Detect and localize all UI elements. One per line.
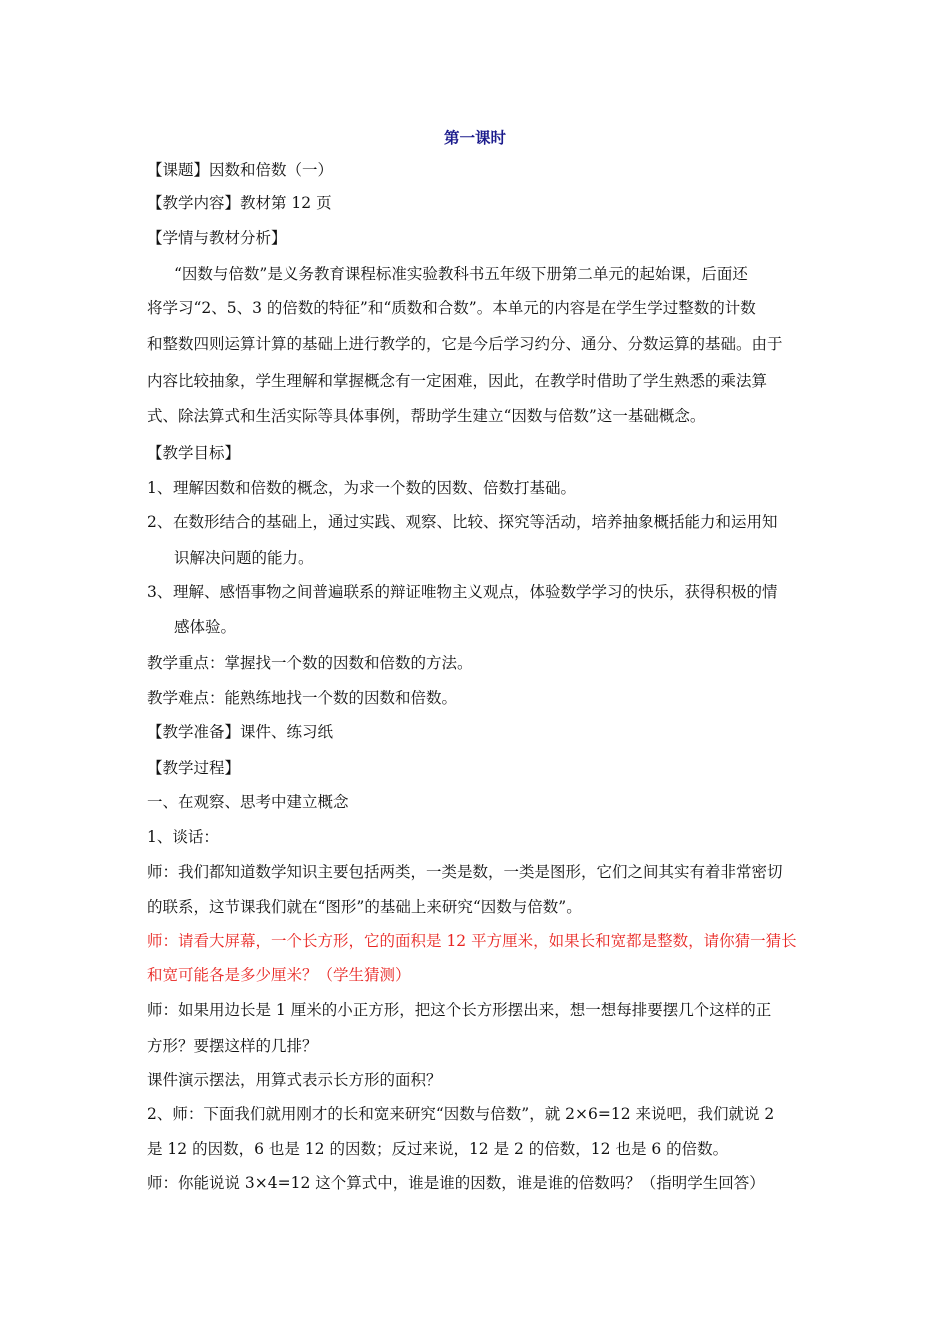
dialogue-line: 师：如果用边长是 1 厘米的小正方形，把这个长方形摆出来，想一想每排要摆几个这样的正 xyxy=(147,1001,772,1019)
section-heading: 一、在观察、思考中建立概念 xyxy=(147,793,349,811)
highlighted-text: 请看大屏幕，一个长方形，它的面积是 12 平方厘米，如果长和宽都是整数，请你猜一猜长 xyxy=(178,932,797,950)
step-heading: 1、谈话： xyxy=(147,828,219,846)
dialogue-line: 2、师：下面我们就用刚才的长和宽来研究“因数与倍数”，就 2×6=12 来说吧，我们就说 2 xyxy=(147,1105,775,1123)
goal-text: 理解、感悟事物之间普遍联系的辩证唯物主义观点，体验数学学习的快乐，获得积极的情 xyxy=(173,583,778,601)
preparation: 【教学准备】课件、练习纸 xyxy=(147,723,334,741)
lesson-topic: 【课题】因数和倍数（一） xyxy=(147,161,334,179)
dialogue-line: 师：你能说说 3×4=12 这个算式中，谁是谁的因数，谁是谁的倍数吗？（指明学生回答） xyxy=(147,1174,765,1192)
goal-text: 理解因数和倍数的概念，为求一个数的因数、倍数打基础。 xyxy=(173,479,577,497)
analysis-paragraph-line: 内容比较抽象，学生理解和掌握概念有一定困难，因此，在教学时借助了学生熟悉的乘法算 xyxy=(147,372,768,390)
analysis-paragraph-line: 和整数四则运算计算的基础上进行教学的，它是今后学习约分、通分、分数运算的基础。由于 xyxy=(147,335,783,353)
difficulty-point: 教学难点：能熟练地找一个数的因数和倍数。 xyxy=(147,689,458,707)
goal-text-continued: 识解决问题的能力。 xyxy=(174,549,314,567)
dialogue-line: 的联系，这节课我们就在“图形”的基础上来研究“因数与倍数”。 xyxy=(147,898,582,916)
goal-text-continued: 感体验。 xyxy=(174,618,237,636)
teaching-content: 【教学内容】教材第 12 页 xyxy=(147,194,332,212)
speaker-prefix: 师： xyxy=(147,932,179,950)
goal-text: 在数形结合的基础上，通过实践、观察、比较、探究等活动，培养抽象概括能力和运用知 xyxy=(173,513,778,531)
goal-item xyxy=(147,512,827,532)
goal-number: 2、 xyxy=(147,513,173,531)
goals-heading: 【教学目标】 xyxy=(147,444,241,462)
dialogue-line: 课件演示摆法，用算式表示长方形的面积？ xyxy=(147,1071,442,1089)
analysis-paragraph-line: 式、除法算式和生活实际等具体事例，帮助学生建立“因数与倍数”这一基础概念。 xyxy=(147,407,706,425)
process-heading: 【教学过程】 xyxy=(147,759,241,777)
analysis-paragraph-line: “因数与倍数”是义务教育课程标准实验教科书五年级下册第二单元的起始课，后面还 xyxy=(174,265,748,283)
goal-item xyxy=(147,478,827,498)
analysis-heading: 【学情与教材分析】 xyxy=(147,229,287,247)
goal-number: 3、 xyxy=(147,583,173,601)
goal-item xyxy=(147,582,827,602)
page-title: 第一课时 xyxy=(443,128,506,147)
goal-number: 1、 xyxy=(147,479,173,497)
dialogue-line: 师：我们都知道数学知识主要包括两类，一类是数，一类是图形，它们之间其实有着非常密切 xyxy=(147,863,783,881)
dialogue-line: 是 12 的因数，6 也是 12 的因数；反过来说，12 是 2 的倍数，12 也是 6 的倍数。 xyxy=(147,1140,729,1158)
highlighted-dialogue xyxy=(147,931,827,951)
highlighted-text-continued: 和宽可能各是多少厘米？（学生猜测） xyxy=(147,966,411,984)
key-point: 教学重点：掌握找一个数的因数和倍数的方法。 xyxy=(147,654,473,672)
dialogue-line: 方形？要摆这样的几排？ xyxy=(147,1037,318,1055)
analysis-paragraph-line: 将学习“2、5、3 的倍数的特征”和“质数和合数”。本单元的内容是在学生学过整数的计数 xyxy=(147,299,756,317)
